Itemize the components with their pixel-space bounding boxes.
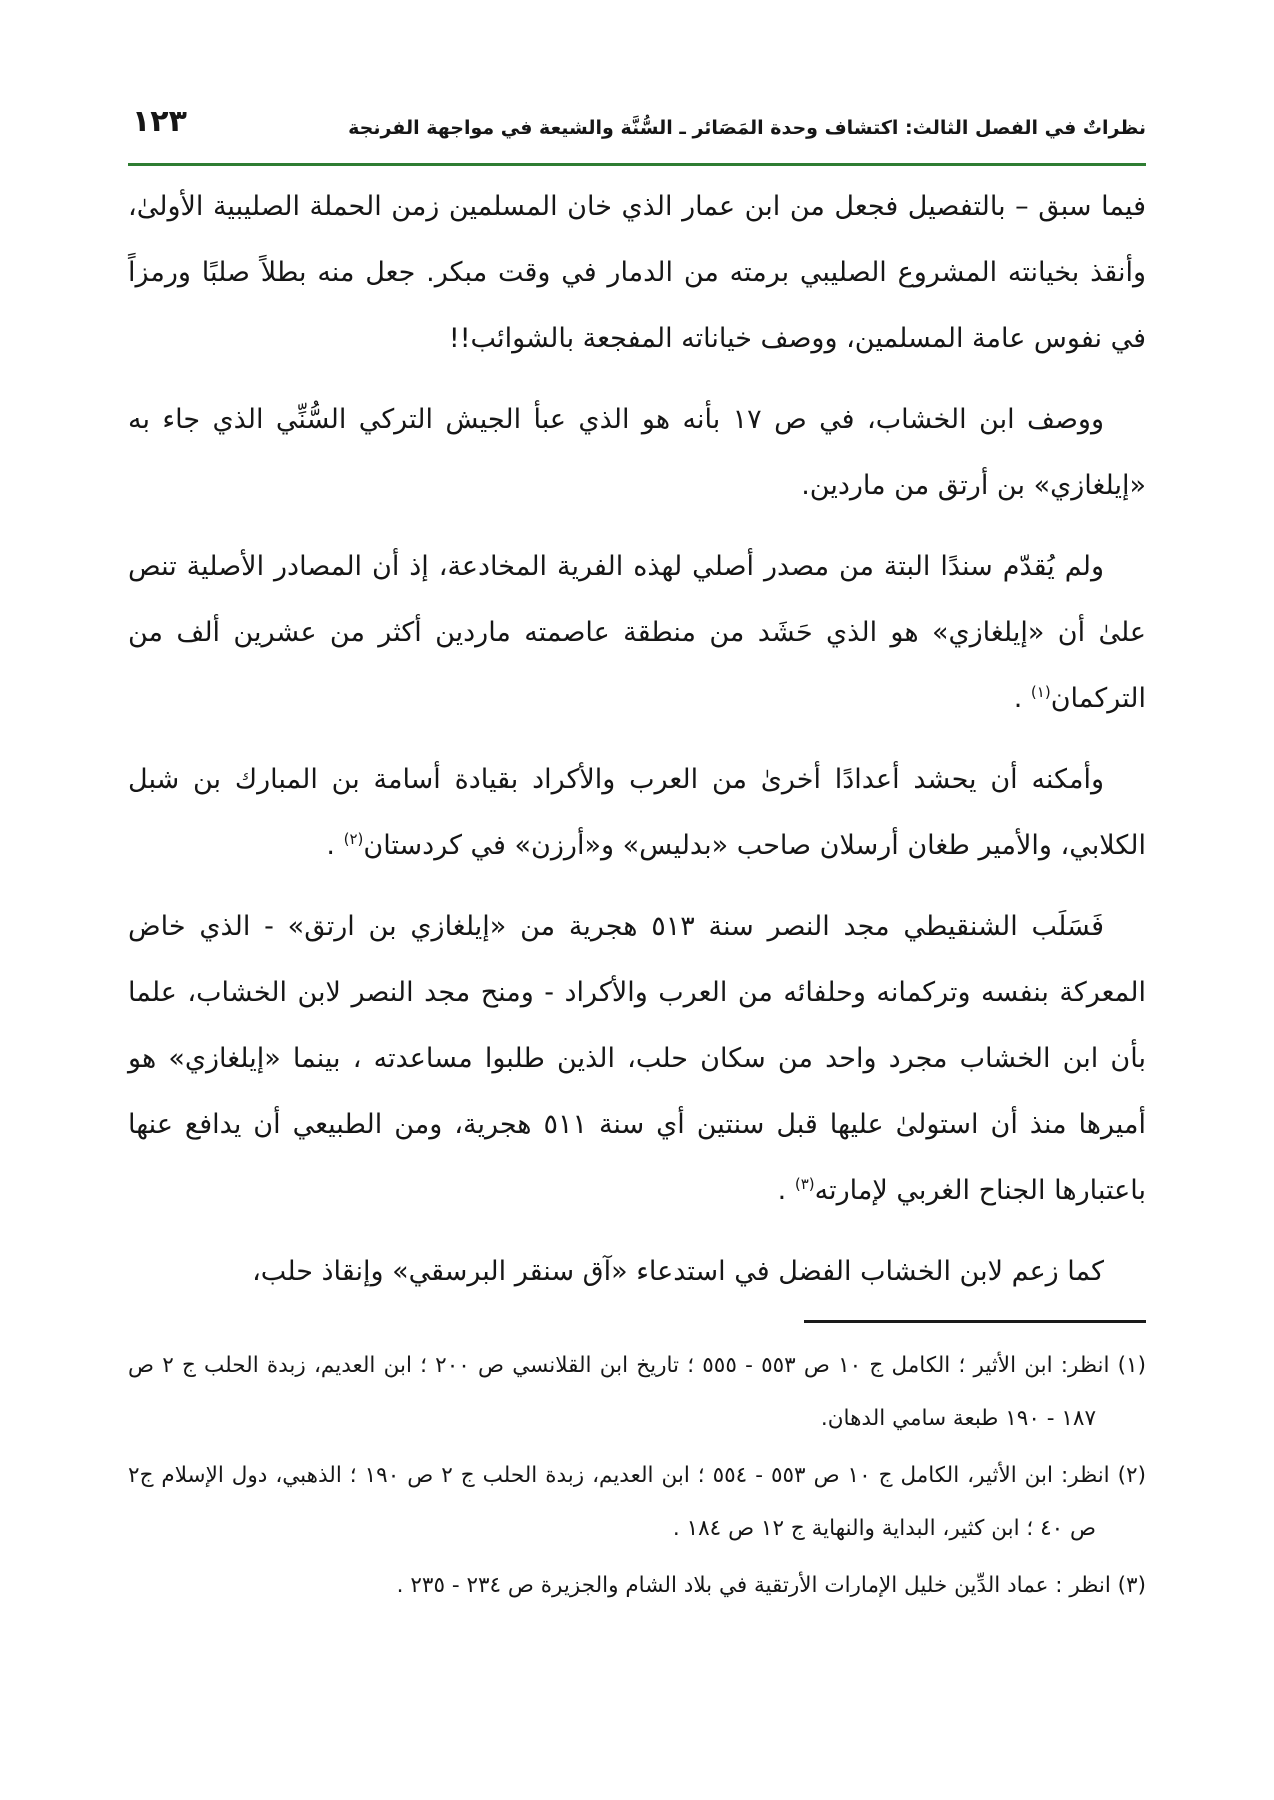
footnote-separator xyxy=(804,1320,1146,1323)
footnote-ref-2: (٢) xyxy=(343,830,364,848)
paragraph-5 xyxy=(128,894,1146,1224)
paragraph-3 xyxy=(128,534,1146,732)
paragraph-3-tail: . xyxy=(1013,683,1031,714)
footnote-2: (٢) انظر: ابن الأثير، الكامل ج ١٠ ص ٥٥٣ - ٥٥٤ ؛ ابن العديم، زبدة الحلب ج ٢ ص ١٩٠ ؛ الذهبي، دول الإسلام ج٢ ص ٤٠ ؛ ابن كثير، البداية والنهاية ج ١٢ ص ١٨٤ . xyxy=(128,1463,1146,1541)
paragraph-4-text: وأمكنه أن يحشد أعدادًا أخرىٰ من العرب والأكراد بقيادة أسامة بن المبارك بن شبل الكلابي، والأمير طغان أرسلان صاحب «بدليس» و«أرزن» في كردستان xyxy=(128,764,1146,861)
paragraph-6: كما زعم لابن الخشاب الفضل في استدعاء «آق سنقر البرسقي» وإنقاذ حلب، xyxy=(252,1256,1104,1287)
paragraph-5-tail: . xyxy=(777,1175,795,1206)
paragraph-2: ووصف ابن الخشاب، في ص ١٧ بأنه هو الذي عبأ الجيش التركي السُّنِّي الذي جاء به «إيلغازي» بن أرتق من ماردين. xyxy=(128,404,1146,501)
paragraph-3-text: ولم يُقدّم سندًا البتة من مصدر أصلي لهذه الفرية المخادعة، إذ أن المصادر الأصلية تنص علىٰ أن «إيلغازي» هو الذي حَشَد من منطقة عاصمته ماردين أكثر من عشرين ألف من التركمان xyxy=(128,551,1146,714)
footnote-ref-3: (٣) xyxy=(794,1175,815,1193)
page-number: ١٢٣ xyxy=(132,104,187,139)
paragraph-4 xyxy=(128,747,1146,879)
page-header xyxy=(128,0,1146,139)
paragraph-5-text: فَسَلَب الشنقيطي مجد النصر سنة ٥١٣ هجرية من «إيلغازي بن ارتق» - الذي خاض المعركة بنفسه وتركمانه وحلفائه من العرب والأكراد - ومنح مجد النصر لابن الخشاب، علما بأن ابن الخشاب مجرد واحد من سكان حلب، الذين طلبوا مساعدته ، بينما «إيلغازي» هو أميرها منذ أن استولىٰ عليها قبل سنتين أي سنة ٥١١ هجرية، ومن الطبيعي أن يدافع عنها باعتبارها الجناح الغربي لإمارته xyxy=(128,911,1146,1206)
paragraph-4-tail: . xyxy=(326,830,344,861)
body-text xyxy=(128,166,1146,1305)
paragraph-1: فيما سبق – بالتفصيل فجعل من ابن عمار الذي خان المسلمين زمن الحملة الصليبية الأولىٰ، وأنقذ بخيانته المشروع الصليبي برمته من الدمار في وقت مبكر. جعل منه بطلاً صلبًا ورمزاً في نفوس عامة المسلمين، ووصف خياناته المفجعة بالشوائب!! xyxy=(128,191,1146,354)
footnotes-section xyxy=(128,1320,1146,1612)
running-title: نظراتٌ في الفصل الثالث: اكتشاف وحدة المَصَائر ـ السُّنَّة والشيعة في مواجهة الفرنجة xyxy=(348,117,1146,139)
footnote-1: (١) انظر: ابن الأثير ؛ الكامل ج ١٠ ص ٥٥٣ - ٥٥٥ ؛ تاريخ ابن القلانسي ص ٢٠٠ ؛ ابن العديم، زبدة الحلب ج ٢ ص ١٨٧ - ١٩٠ طبعة سامي الدهان. xyxy=(128,1353,1146,1431)
footnote-3: (٣) انظر : عماد الدِّين خليل الإمارات الأرتقية في بلاد الشام والجزيرة ص ٢٣٤ - ٢٣٥ . xyxy=(396,1573,1146,1598)
footnote-ref-1: (١) xyxy=(1030,683,1051,701)
